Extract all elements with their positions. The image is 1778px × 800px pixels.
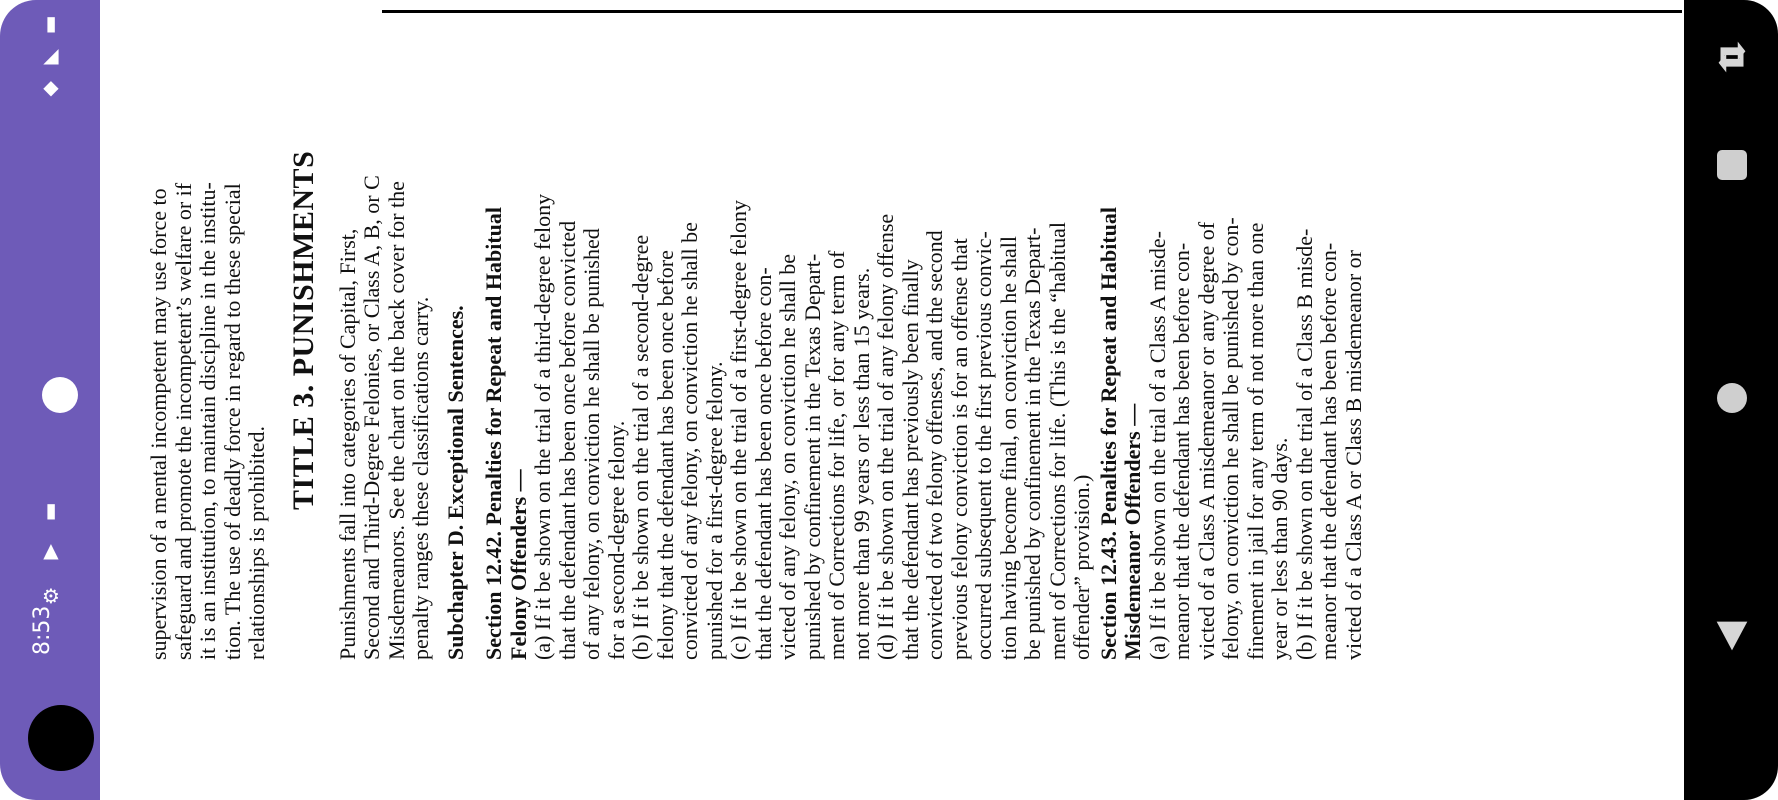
text-line: supervision of a mental incompetent may use force to: [146, 188, 171, 660]
back-icon[interactable]: [1709, 612, 1755, 658]
text-line: penalty ranges these classifications carry.: [408, 296, 433, 660]
text-line: safeguard and promote the incompetent’s welfare or if: [170, 182, 196, 660]
text-line: offender” provision.): [1069, 474, 1094, 660]
text-line: (b) If it be shown on the trial of a Class B misde-: [1291, 228, 1317, 660]
text-line: victed of a Class A misdemeanor or any degree of: [1193, 221, 1219, 660]
battery-icon: ▮: [45, 11, 57, 35]
text-line: that the defendant has been once before con-: [750, 267, 776, 660]
settings-icon: ⚙: [42, 584, 60, 608]
text-line: convicted of any felony, on conviction he shall be: [677, 222, 702, 660]
text-line: (b) If it be shown on the trial of a second-degree: [628, 234, 653, 660]
text-line: Second and Third-Degree Felonies, or Class A, B, or C: [359, 175, 384, 660]
rotate-icon[interactable]: [1709, 34, 1755, 80]
text-line: convicted of two felony offenses, and the second: [922, 230, 947, 660]
home-icon[interactable]: [1717, 383, 1747, 413]
text-line: be punished by confinement in the Texas Depart-: [1020, 227, 1045, 660]
text-line: punished for a first-degree felony.: [701, 361, 727, 660]
text-line: meanor that the defendant has been before con-: [1316, 242, 1341, 660]
navigation-bar: [1684, 0, 1778, 800]
text-line: relationships is prohibited.: [244, 425, 269, 660]
wifi-icon: ◆: [43, 75, 59, 99]
camera-cutout: [28, 705, 94, 771]
section-heading: Subchapter D. Exceptional Sentences.: [442, 305, 468, 660]
text-line: previous felony conviction is for an offense that: [946, 238, 972, 660]
text-line: that the defendant has previously been finally: [897, 259, 923, 660]
text-line: (c) If it be shown on the trial of a first-degree felony: [726, 200, 751, 660]
text-line: ment of Corrections for life, or for any term of: [824, 250, 849, 660]
recents-icon[interactable]: [1717, 150, 1747, 180]
text-line: that the defendant has been once before convicted: [554, 220, 580, 660]
photo-icon: ▲: [43, 538, 59, 562]
signal-icon: ◢: [43, 43, 59, 67]
text-line: punished by confinement in the Texas Depart-: [799, 253, 825, 660]
text-line: it is an institution, to maintain discipline in the institu-: [195, 182, 220, 660]
sd-card-icon: ▮: [45, 498, 57, 522]
text-line: tion. The use of deadly force in regard to these special: [219, 183, 245, 660]
top-rule: [382, 10, 1682, 13]
text-line: for a second-degree felony.: [603, 420, 629, 660]
text-line: not more than 99 years or less than 15 years.: [848, 267, 874, 660]
text-line: victed of a Class A or Class B misdemeanor or: [1340, 250, 1366, 660]
section-heading: Section 12.42. Penalties for Repeat and Habitual: [481, 206, 506, 660]
text-line: year or less than 90 days.: [1267, 437, 1292, 660]
text-line: felony, on conviction he shall be punished by con-: [1218, 217, 1243, 660]
section-heading: Felony Offenders —: [505, 469, 531, 660]
status-notification-dot: [42, 377, 78, 413]
text-line: ment of Corrections for life. (This is the “habitual: [1044, 221, 1070, 660]
text-line: (a) If it be shown on the trial of a third-degree felony: [530, 193, 555, 660]
status-bar: [0, 0, 100, 800]
text-line: (d) If it be shown on the trial of any felony offense: [873, 213, 898, 660]
section-heading: Misdemeanor Offenders —: [1120, 403, 1145, 660]
text-line: felony that the defendant has been once before: [652, 250, 678, 660]
text-line: tion having become final, on conviction he shall: [995, 235, 1021, 660]
text-line: meanor that the defendant has been before con-: [1169, 242, 1194, 660]
text-line: Misdemeanors. See the chart on the back cover for the: [383, 181, 409, 660]
text-line: victed of any felony, on conviction he shall be: [775, 253, 800, 660]
text-line: of any felony, on conviction he shall be punished: [579, 228, 604, 660]
status-clock: 8:53: [30, 605, 55, 655]
document-page[interactable]: [100, 0, 1683, 800]
text-line: Punishments fall into categories of Capital, First,: [334, 228, 360, 660]
text-line: finement in jail for any term of not more than one: [1242, 222, 1268, 660]
section-title: TITLE 3. PUNISHMENTS: [286, 150, 320, 510]
text-line: (a) If it be shown on the trial of a Class A misde-: [1144, 231, 1170, 660]
text-line: occurred subsequent to the first previous convic-: [971, 231, 996, 660]
section-heading: Section 12.43. Penalties for Repeat and Habitual: [1095, 206, 1121, 660]
